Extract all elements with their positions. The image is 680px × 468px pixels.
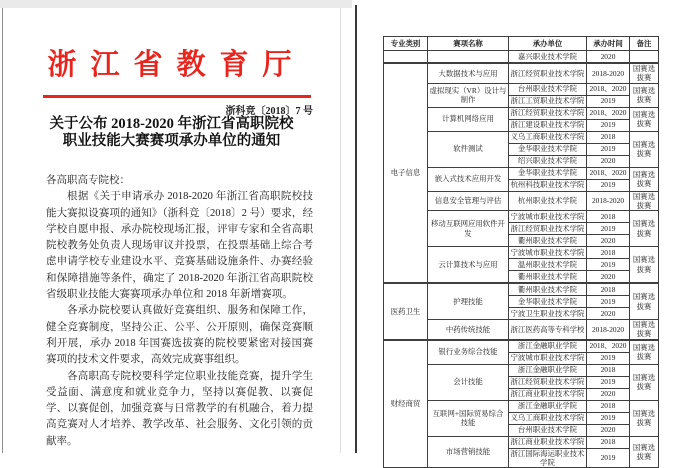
- organizer-cell: 衢州职业技术学院: [509, 271, 587, 284]
- note-cell: 国赛选拔赛: [630, 83, 659, 107]
- note-cell: 国赛选拔赛: [630, 320, 659, 340]
- note-cell: 国赛选拔赛: [630, 400, 659, 436]
- table-row: [384, 51, 659, 64]
- event-name-cell: 市场营销技能: [428, 436, 509, 468]
- header-row: [384, 37, 659, 51]
- time-cell: 2019: [587, 179, 630, 191]
- organizer-cell: 义乌工商职业技术学院: [509, 412, 587, 424]
- notice-title-line2: 职业技能大赛赛项承办单位的通知: [62, 132, 281, 149]
- organizer-cell: 浙江国际海运职业技术学院: [509, 448, 587, 468]
- note-cell: 国赛选拔赛: [630, 167, 659, 191]
- scan-top-margin: [0, 0, 352, 8]
- category-cell: 电子信息: [384, 63, 428, 283]
- notice-title-line1: 关于公布 2018-2020 年浙江省高职院校: [49, 116, 294, 132]
- col-header: 赛项名称: [428, 37, 509, 51]
- time-cell: 2018: [587, 400, 630, 412]
- organizer-cell: 浙江工贸职业技术学院: [509, 95, 587, 107]
- note-cell: [630, 51, 659, 64]
- event-name-cell: 中药传统技能: [428, 320, 509, 340]
- organizer-cell: 浙江商业职业技术学院: [509, 436, 587, 448]
- time-cell: 2018-2020: [587, 320, 630, 340]
- notice-body: [46, 173, 313, 450]
- schedule-table: [383, 36, 659, 468]
- organizer-cell: 金华职业技术学院: [509, 296, 587, 308]
- time-cell: 2019: [587, 223, 630, 235]
- time-cell: 2018: [587, 211, 630, 223]
- organizer-cell: 台州职业技术学院: [509, 424, 587, 436]
- agency-header: 浙江省教育厅: [47, 49, 306, 81]
- time-cell: 2018、2020: [587, 167, 630, 179]
- notice-page: [2, 8, 341, 453]
- event-name-cell: 信息安全管理与评估: [428, 191, 509, 211]
- time-cell: 2018、2020: [587, 340, 630, 353]
- schedule-page: [358, 0, 680, 467]
- organizer-cell: 浙江金融职业学院: [509, 340, 587, 353]
- organizer-cell: 宁波卫生职业技术学院: [509, 308, 587, 320]
- time-cell: 2019: [587, 376, 630, 388]
- time-cell: 2019: [587, 352, 630, 364]
- schedule-table-body: [384, 51, 659, 468]
- col-header: 承办单位: [509, 37, 587, 51]
- event-name-cell: 护理技能: [428, 283, 509, 320]
- organizer-cell: 温州职业技术学院: [509, 259, 587, 271]
- time-cell: 2019: [587, 412, 630, 424]
- event-name-cell: 会计技能: [428, 364, 509, 400]
- note-cell: 国赛选拔赛: [630, 107, 659, 131]
- time-cell: 2019: [587, 259, 630, 271]
- note-cell: 国赛选拔赛: [630, 340, 659, 365]
- time-cell: 2020: [587, 235, 630, 247]
- time-cell: 2020: [587, 308, 630, 320]
- time-cell: 2018: [587, 131, 630, 143]
- body-paragraph: 各承办院校要认真做好竞赛组织、服务和保障工作，健全竞赛制度，坚持公正、公平、公开原则，确保竞赛顺利开展，承办 2018 年国赛选拔赛的院校要紧密对接国赛赛项的技术文件要求，高效完成赛事组织。: [46, 305, 313, 366]
- time-cell: 2019: [587, 448, 630, 468]
- event-name-cell: 计算机网络应用: [428, 107, 509, 131]
- organizer-cell: 浙江金融职业学院: [509, 400, 587, 412]
- event-name-cell: 移动互联网应用软件开发: [428, 211, 509, 247]
- time-cell: 2020: [587, 388, 630, 400]
- organizer-cell: 金华职业技术学院: [509, 143, 587, 155]
- salutation: 各高职高专院校：: [46, 175, 130, 186]
- organizer-cell: 杭州职业技术学院: [509, 191, 587, 211]
- organizer-cell: 浙江经贸职业技术学院: [509, 63, 587, 83]
- organizer-cell: 绍兴职业技术学院: [509, 155, 587, 167]
- time-cell: 2018-2020: [587, 63, 630, 83]
- col-header: 承办时间: [587, 37, 630, 51]
- event-name-cell: [428, 51, 509, 64]
- time-cell: 2018: [587, 364, 630, 376]
- organizer-cell: 宁波城市职业技术学院: [509, 352, 587, 364]
- note-cell: 国赛选拔赛: [630, 283, 659, 320]
- time-cell: 2018-2020: [587, 191, 630, 211]
- red-divider: [43, 95, 311, 98]
- note-cell: 国赛选拔赛: [630, 131, 659, 167]
- organizer-cell: 浙江经贸职业技术学院: [509, 376, 587, 388]
- col-header: 专业类别: [384, 37, 428, 51]
- notice-title: [3, 116, 340, 149]
- organizer-cell: 浙江经贸职业技术学院: [509, 223, 587, 235]
- organizer-cell: 衢州职业技术学院: [509, 235, 587, 247]
- table-row: [384, 340, 659, 353]
- table-row: [384, 283, 659, 296]
- body-paragraph: 各高职高专院校要科学定位职业技能竞赛，提升学生受益面、满意度和就业竞争力，坚持以赛促教、以赛促学、以赛促创，加强竞赛与日常教学的有机融合，着力提高竞赛对人才培养、教学改革、社会服务、文化引领的贡献率。: [46, 370, 313, 447]
- note-cell: 国赛选拔赛: [630, 191, 659, 211]
- organizer-cell: 金华职业技术学院: [509, 167, 587, 179]
- time-cell: 2020: [587, 155, 630, 167]
- organizer-cell: 浙江建设职业技术学院: [509, 119, 587, 131]
- organizer-cell: 嘉兴职业技术学院: [509, 51, 587, 64]
- event-name-cell: 软件测试: [428, 131, 509, 167]
- time-cell: 2020: [587, 424, 630, 436]
- event-name-cell: 大数据技术与应用: [428, 63, 509, 83]
- time-cell: 2018、2020: [587, 83, 630, 95]
- note-cell: 国赛选拔赛: [630, 364, 659, 400]
- time-cell: 2019: [587, 143, 630, 155]
- doc-number: 浙科竞〔2018〕7 号: [225, 106, 313, 117]
- note-cell: 国赛选拔赛: [630, 436, 659, 468]
- category-cell: 财经商贸: [384, 340, 428, 468]
- time-cell: 2018: [587, 247, 630, 259]
- organizer-cell: 义乌工商职业技术学院: [509, 131, 587, 143]
- event-name-cell: 云计算技术与应用: [428, 247, 509, 284]
- note-cell: 国赛选拔赛: [630, 63, 659, 83]
- organizer-cell: 台州职业技术学院: [509, 83, 587, 95]
- note-cell: 国赛选拔赛: [630, 211, 659, 247]
- body-paragraph: 根据《关于申请承办 2018-2020 年浙江省高职院校技能大赛拟设赛项的通知》（浙科竞〔2018〕2 号）要求，经学校自愿申报、承办院校现场汇报，评审专家和全省高职院校教务处负责人现场审议并投票，在投票基础上综合考虑申请学校专业建设水平、竞赛基础设施条件、办赛经验和保障措施等条件，确定了 2018-2020 年浙江省高职院校省级职业技能大赛赛项承办单位和 2018 年新增赛项。: [46, 191, 313, 301]
- time-cell: 2019: [587, 119, 630, 131]
- organizer-cell: 宁波城市职业技术学院: [509, 247, 587, 259]
- organizer-cell: 宁波城市职业技术学院: [509, 211, 587, 223]
- category-cell: 医药卫生: [384, 283, 428, 340]
- organizer-cell: 浙江经贸职业技术学院: [509, 107, 587, 119]
- time-cell: 2018、2020: [587, 107, 630, 119]
- table-row: [384, 63, 659, 83]
- col-header: 备注: [630, 37, 659, 51]
- time-cell: 2018: [587, 283, 630, 296]
- organizer-cell: 浙江医药高等专科学校: [509, 320, 587, 340]
- organizer-cell: 衢州职业技术学院: [509, 283, 587, 296]
- event-name-cell: 银行业务综合技能: [428, 340, 509, 365]
- time-cell: 2019: [587, 296, 630, 308]
- organizer-cell: 浙江金融职业学院: [509, 364, 587, 376]
- event-name-cell: 互联网+国际贸易综合技能: [428, 400, 509, 436]
- time-cell: 2018: [587, 436, 630, 448]
- time-cell: 2020: [587, 51, 630, 64]
- time-cell: 2019: [587, 95, 630, 107]
- organizer-cell: 杭州科技职业技术学院: [509, 179, 587, 191]
- schedule-table-head: [384, 37, 659, 51]
- category-cell: [384, 51, 428, 64]
- page-divider-line: [355, 5, 357, 453]
- event-name-cell: 虚拟现实（VR）设计与制作: [428, 83, 509, 107]
- note-cell: 国赛选拔赛: [630, 247, 659, 284]
- organizer-cell: 浙江商业职业技术学院: [509, 388, 587, 400]
- event-name-cell: 嵌入式技术应用开发: [428, 167, 509, 191]
- time-cell: 2020: [587, 271, 630, 284]
